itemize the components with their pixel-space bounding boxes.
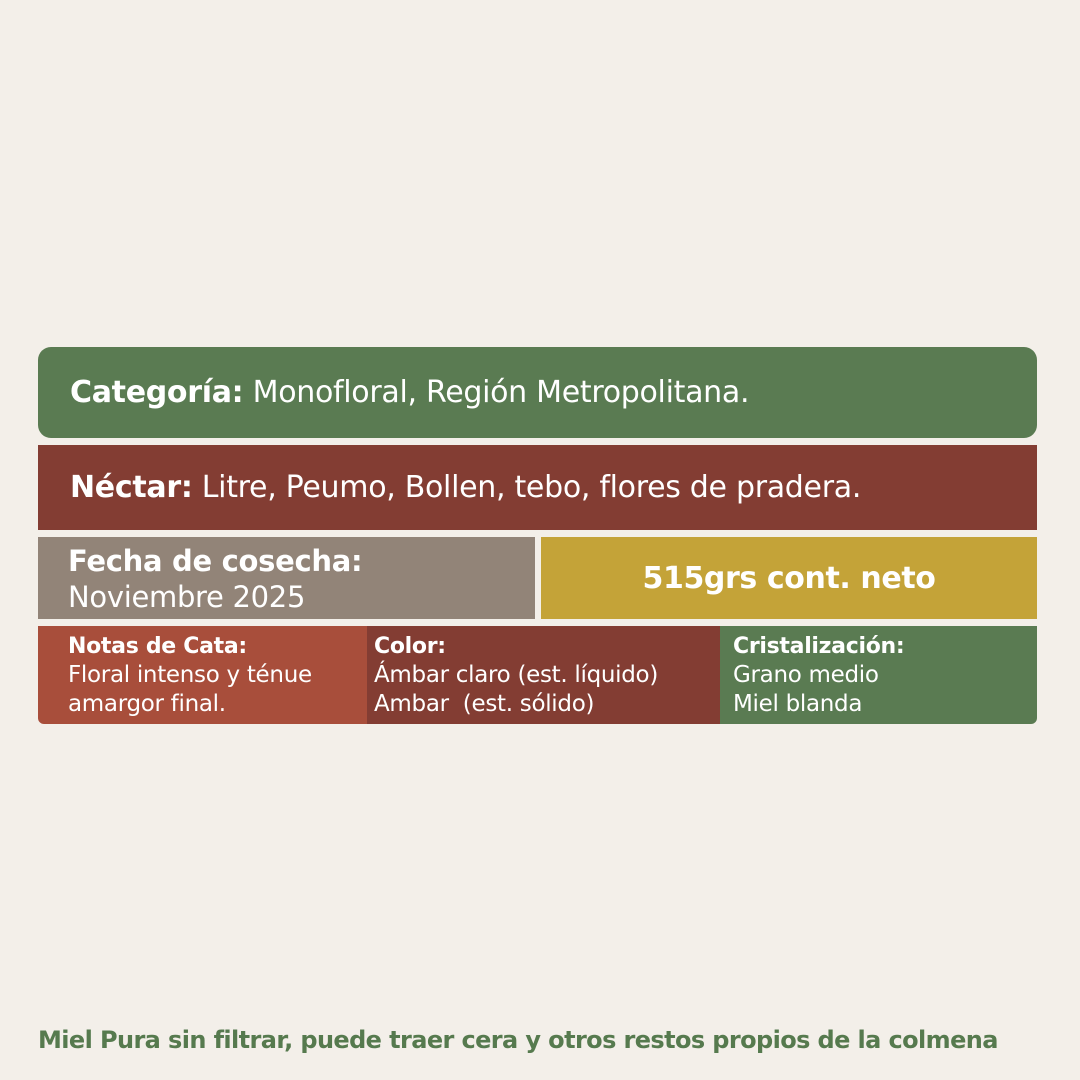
- harvest-date-label: Fecha de cosecha:: [68, 544, 363, 578]
- tasting-notes-label: Notas de Cata:: [68, 634, 247, 659]
- tasting-notes-cell: [38, 626, 367, 724]
- footer-note: Miel Pura sin filtrar, puede traer cera y otros restos propios de la colmena: [38, 1026, 998, 1054]
- net-weight-box: [541, 537, 1037, 619]
- tasting-notes-line: amargor final.: [68, 691, 226, 717]
- color-label: Color:: [374, 634, 446, 659]
- crystallization-line: Miel blanda: [733, 691, 863, 717]
- category-value: Monofloral, Región Metropolitana.: [252, 375, 750, 410]
- nectar-label: Néctar:: [70, 470, 193, 505]
- harvest-date-value: Noviembre 2025: [68, 580, 306, 614]
- category-label: Categoría:: [70, 375, 244, 410]
- crystallization-line: Grano medio: [733, 662, 879, 688]
- color-line: Ámbar claro (est. líquido): [374, 662, 659, 688]
- harvest-date-box: [38, 537, 535, 619]
- color-cell: [367, 626, 720, 724]
- tasting-notes-line: Floral intenso y ténue: [68, 662, 312, 688]
- color-line: Ambar (est. sólido): [374, 691, 595, 717]
- crystallization-cell: [720, 626, 1037, 724]
- category-banner: [38, 347, 1037, 438]
- nectar-value: Litre, Peumo, Bollen, tebo, flores de pradera.: [201, 470, 862, 505]
- nectar-banner: [38, 445, 1037, 530]
- crystallization-label: Cristalización:: [733, 634, 905, 659]
- net-weight-value: 515grs cont. neto: [642, 560, 936, 596]
- properties-row: [38, 626, 1037, 724]
